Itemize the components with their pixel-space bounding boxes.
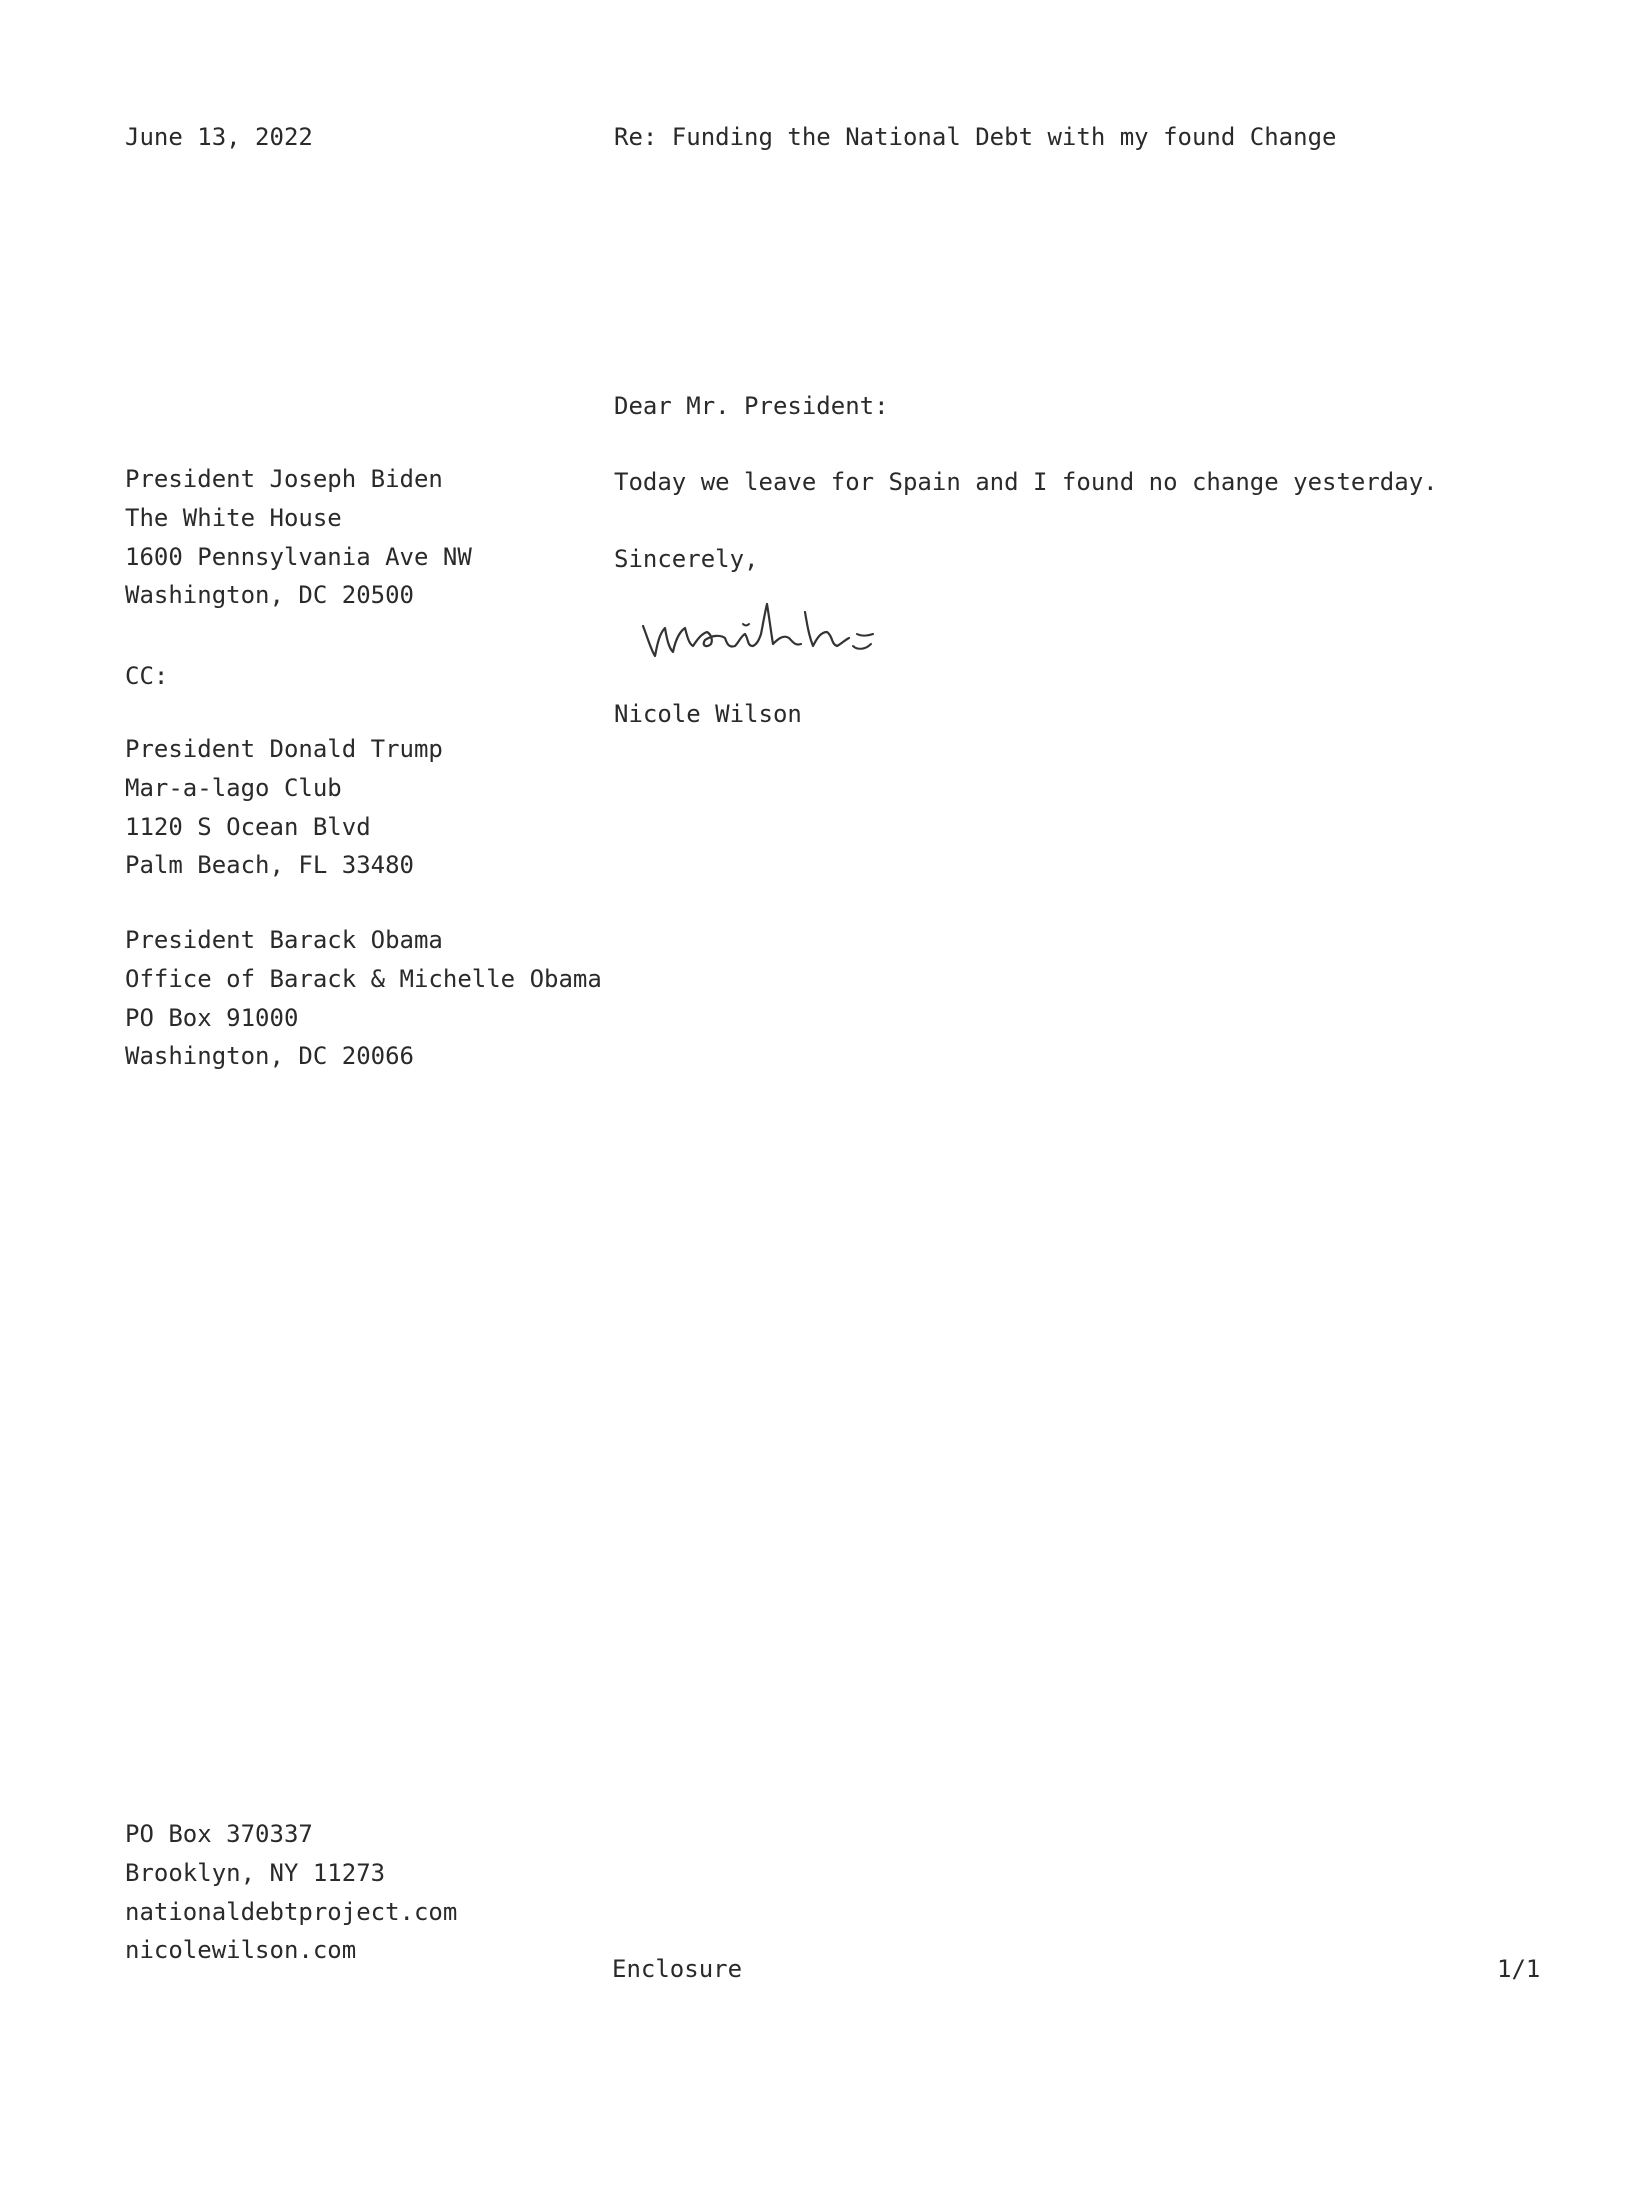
address-line: 1120 S Ocean Blvd bbox=[125, 812, 371, 841]
salutation: Dear Mr. President: bbox=[614, 392, 889, 420]
address-line: Mar-a-lago Club bbox=[125, 773, 342, 802]
address-line: Washington, DC 20066 bbox=[125, 1042, 414, 1071]
address-line: President Barack Obama bbox=[125, 926, 443, 954]
website-link: nicolewilson.com bbox=[125, 1936, 357, 1965]
website-link: nationaldebtproject.com bbox=[125, 1897, 458, 1926]
cc-label: CC: bbox=[125, 662, 169, 690]
letter-body: Today we leave for Spain and I found no change yesterday. bbox=[614, 468, 1438, 496]
address-line: Brooklyn, NY 11273 bbox=[125, 1858, 386, 1887]
address-line: The White House bbox=[125, 503, 342, 532]
signer-name: Nicole Wilson bbox=[614, 700, 802, 728]
address-line: President Joseph Biden bbox=[125, 465, 443, 493]
cc-address-obama bbox=[125, 921, 602, 1076]
address-line: President Donald Trump bbox=[125, 735, 443, 763]
cc-address-trump bbox=[125, 730, 443, 885]
address-line: PO Box 91000 bbox=[125, 1003, 299, 1032]
address-line: 1600 Pennsylvania Ave NW bbox=[125, 542, 472, 571]
enclosure-note: Enclosure bbox=[612, 1955, 743, 1983]
letter-date: June 13, 2022 bbox=[125, 123, 313, 151]
recipient-address bbox=[125, 460, 472, 615]
page-number: 1/1 bbox=[1497, 1955, 1541, 1983]
closing: Sincerely, bbox=[614, 545, 759, 573]
sender-address bbox=[125, 1815, 457, 1970]
address-line: PO Box 370337 bbox=[125, 1820, 313, 1848]
address-line: Palm Beach, FL 33480 bbox=[125, 851, 414, 880]
address-line: Office of Barack & Michelle Obama bbox=[125, 964, 602, 993]
letter-subject: Re: Funding the National Debt with my found Change bbox=[614, 123, 1337, 151]
address-line: Washington, DC 20500 bbox=[125, 581, 414, 610]
handwritten-signature bbox=[635, 588, 935, 668]
